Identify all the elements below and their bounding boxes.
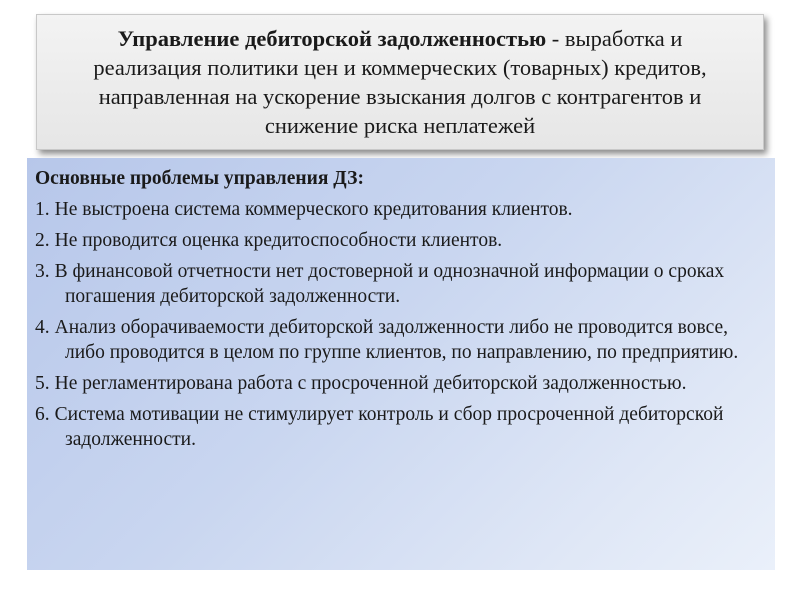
problem-item-2 [35,228,763,253]
content-box [27,158,775,570]
problem-item-1 [35,197,763,222]
title-definition: - выработка и реализация политики цен и коммерческих (товарных) кредитов, направленная на ускорение взыскания долгов с контрагентов и снижение риска неплатежей [93,26,707,138]
problem-number: 5. [35,373,50,394]
problem-text: В финансовой отчетности нет достоверной и однозначной информации о сроках погашения дебиторской задолженности. [54,261,725,307]
title-box [36,14,764,150]
slide-title [61,24,739,140]
problem-item-6 [35,402,763,452]
problem-number: 6. [35,404,50,425]
problem-number: 1. [35,199,50,220]
problem-number: 3. [35,261,50,282]
problem-item-4 [35,315,763,365]
problem-text: Не выстроена система коммерческого кредитования клиентов. [54,199,573,220]
problem-number: 4. [35,317,50,338]
title-term: Управление дебиторской задолженностью [117,26,547,51]
problem-text: Не регламентирована работа с просроченной дебиторской задолженностью. [54,373,687,394]
problem-text: Анализ оборачиваемости дебиторской задолженности либо не проводится вовсе, либо проводится в целом по группе клиентов, по направлению, по предприятию. [54,317,739,363]
problems-heading: Основные проблемы управления ДЗ: [35,168,364,189]
problems-list [35,197,763,452]
problem-text: Не проводится оценка кредитоспособности клиентов. [54,230,503,251]
problem-item-5 [35,371,763,396]
problem-text: Система мотивации не стимулирует контроль и сбор просроченной дебиторской задолженности. [54,404,724,450]
problem-number: 2. [35,230,50,251]
problem-item-3 [35,259,763,309]
